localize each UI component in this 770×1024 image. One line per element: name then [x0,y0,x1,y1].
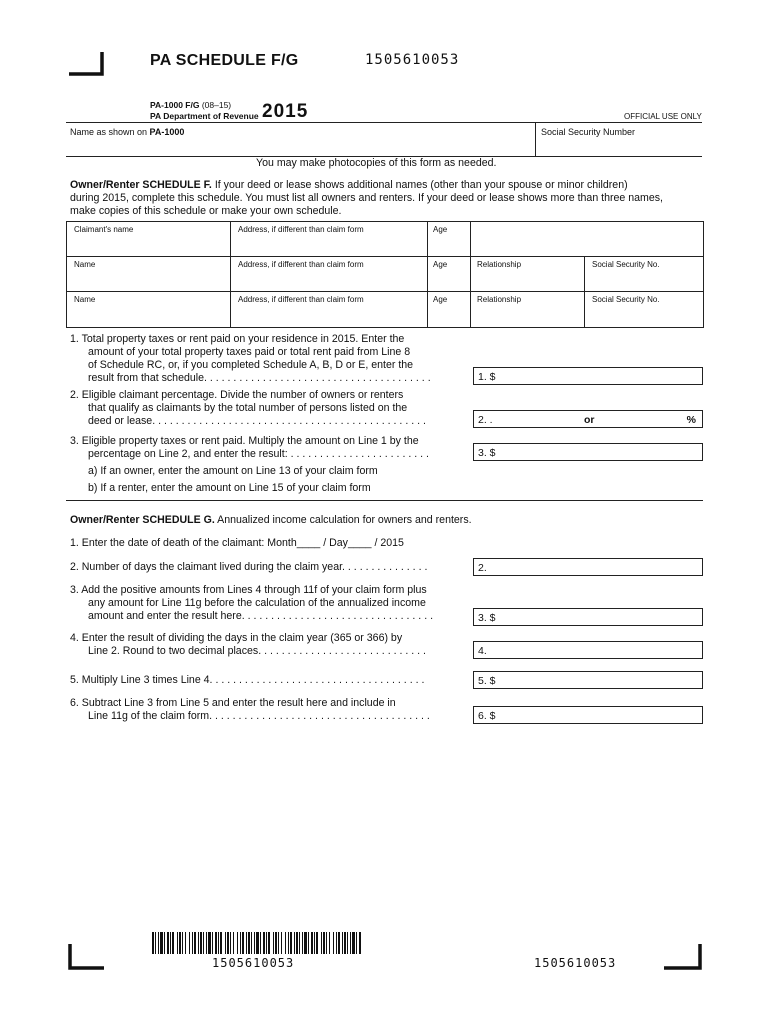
owners-table-rule [66,291,703,292]
barcode-bar [240,932,241,954]
barcode-bar [251,932,252,954]
f-line2-l2: that qualify as claimants by the total number of persons listed on the [88,402,408,414]
barcode-bar [254,932,255,954]
barcode-bar [218,932,219,954]
barcode-bar [182,932,183,954]
schedule-divider [66,500,703,501]
schedule-f-intro-line2: during 2015, complete this schedule. You must list all owners and renters. If your deed or lease shows more than three names, [70,192,663,204]
barcode-bar [206,932,207,954]
owner3-age-cell[interactable]: Age [433,295,448,304]
barcode-bar [177,932,178,954]
form-title: PA SCHEDULE F/G [150,52,299,69]
claimant-address-cell[interactable]: Address, if different than claim form [238,225,364,234]
barcode-bar [288,932,289,954]
g-line6-l1: 6. Subtract Line 3 from Line 5 and enter the result here and include in [70,697,396,709]
g-line6-text [70,697,468,723]
name-label: Name as shown on [70,127,150,137]
owners-table-col [584,256,585,327]
schedule-f-intro [70,179,710,218]
barcode-bar [329,932,330,954]
barcode-bar [215,932,217,954]
g-line4-box[interactable]: 4. [473,641,703,659]
f-line1-box[interactable]: 1. $ [473,367,703,385]
g-line3-text [70,584,468,623]
barcode-bar [208,932,211,954]
official-use-label: OFFICIAL USE ONLY [624,112,702,121]
f-line2-box[interactable] [473,410,703,428]
schedule-g-intro-text: Annualized income calculation for owners and renters. [214,514,472,526]
barcode-bar [290,932,292,954]
registration-mark-bottom-right [662,942,706,972]
barcode-bar [212,932,213,954]
owners-table [66,221,704,328]
barcode-bar [189,932,190,954]
name-label-form: PA-1000 [149,127,185,137]
barcode-bar [248,932,250,954]
owner2-name-cell[interactable]: Name [74,260,96,269]
f-line2-or: or [584,414,595,426]
owner2-age-cell[interactable]: Age [433,260,448,269]
f-line2-l1: 2. Eligible claimant percentage. Divide the number of owners or renters [70,389,404,401]
barcode-bar [273,932,274,954]
barcode-bar [192,932,193,954]
f-line1-l4: result from that schedule. . . . . . . . . . . . . . . . . . . . . . . . . . . . . . . . . . . . . . . [88,372,431,384]
barcode-bar [194,932,196,954]
registration-mark-top-left [66,50,106,78]
barcode-bar [160,932,163,954]
barcode-bar [352,932,355,954]
barcode-bar [344,932,346,954]
owner2-relationship-cell[interactable]: Relationship [477,260,522,269]
f-line1-l1: 1. Total property taxes or rent paid on your residence in 2015. Enter the [70,333,405,345]
g-line3-l3: amount and enter the result here. . . . . . . . . . . . . . . . . . . . . . . . . . . . . . . . . [88,610,434,622]
owner3-name-cell[interactable]: Name [74,295,96,304]
barcode-bar [225,932,226,954]
barcode-bar [294,932,295,954]
f-line2-label: 2. . [478,414,493,426]
barcode-bar [323,932,325,954]
g-line6-box[interactable]: 6. $ [473,706,703,724]
schedule-g-intro [70,514,472,527]
barcode-bar [296,932,298,954]
barcode-bar [359,932,361,954]
barcode-bar [242,932,244,954]
footer-scan-code: 1505610053 [534,956,617,970]
barcode-bar [200,932,202,954]
barcode-bar [321,932,322,954]
owners-table-rule [66,256,703,257]
schedule-f-intro-line1: If your deed or lease shows additional names (other than your spouse or minor children) [211,179,628,191]
name-row-divider [535,122,536,156]
barcode [152,932,364,954]
owner2-ssn-cell[interactable]: Social Security No. [592,260,660,269]
name-field[interactable] [70,127,184,137]
g-line4-text [70,632,468,658]
owner3-relationship-cell[interactable]: Relationship [477,295,522,304]
owners-table-col [427,221,428,327]
schedule-g-heading: Owner/Renter SCHEDULE G. [70,514,215,526]
department: PA Department of Revenue [150,111,259,121]
barcode-bar [356,932,357,954]
barcode-bar [326,932,327,954]
g-line3-l1: 3. Add the positive amounts from Lines 4 through 11f of your claim form plus [70,584,427,596]
barcode-bar [266,932,267,954]
f-line3-l2: percentage on Line 2, and enter the result: . . . . . . . . . . . . . . . . . . . . . . . . [88,448,429,460]
f-line1-text [70,333,468,385]
barcode-bar [152,932,154,954]
barcode-bar [233,932,234,954]
barcode-bar [314,932,315,954]
tax-year: 2015 [262,101,309,122]
barcode-bar [220,932,222,954]
ssn-field[interactable]: Social Security Number [541,127,636,137]
g-line3-box[interactable]: 3. $ [473,608,703,626]
g-line4-l2: Line 2. Round to two decimal places. . . . . . . . . . . . . . . . . . . . . . . . . . . . . [88,645,426,657]
barcode-bar [203,932,204,954]
g-line2-box[interactable]: 2. [473,558,703,576]
barcode-bar [275,932,277,954]
barcode-bar [172,932,174,954]
barcode-bar [155,932,156,954]
owners-table-col [230,221,231,327]
barcode-number: 1505610053 [212,956,295,970]
f-line3-box[interactable]: 3. $ [473,443,703,461]
barcode-bar [278,932,279,954]
schedule-f-heading: Owner/Renter SCHEDULE F. [70,179,212,191]
g-line4-l1: 4. Enter the result of dividing the days in the claim year (365 or 366) by [70,632,403,644]
barcode-bar [299,932,300,954]
name-row-top-rule [66,122,702,123]
barcode-bar [342,932,343,954]
form-number: PA-1000 F/G [150,100,200,110]
barcode-bar [304,932,307,954]
barcode-bar [268,932,270,954]
barcode-bar [246,932,247,954]
form-scan-code: 1505610053 [365,52,460,68]
barcode-bar [333,932,334,954]
f-line3-a: a) If an owner, enter the amount on Line 13 of your claim form [88,465,378,477]
barcode-bar [316,932,318,954]
form-revision: (08–15) [201,100,232,110]
owner3-address-cell[interactable]: Address, if different than claim form [238,295,364,304]
g-line1-text[interactable]: 1. Enter the date of death of the claimant: Month____ / Day____ / 2015 [70,537,404,549]
barcode-bar [164,932,165,954]
g-line3-l2: any amount for Line 11g before the calculation of the annualized income [88,597,426,609]
barcode-bar [311,932,313,954]
barcode-bar [237,932,238,954]
schedule-f-intro-line3: make copies of this schedule or make your own schedule. [70,205,342,217]
barcode-bar [158,932,159,954]
claimant-name-cell[interactable]: Claimant's name [74,225,134,234]
f-line2-l3: deed or lease. . . . . . . . . . . . . . . . . . . . . . . . . . . . . . . . . . . . . . . . . . . . . . . [88,415,426,427]
f-line1-l2: amount of your total property taxes paid or total rent paid from Line 8 [88,346,411,358]
barcode-bar [263,932,265,954]
f-line2-text [70,389,468,428]
registration-mark-bottom-left [66,942,106,972]
barcode-bar [308,932,309,954]
owners-table-col [470,221,471,327]
photocopy-note: You may make photocopies of this form as needed. [256,157,497,169]
owner3-ssn-cell[interactable]: Social Security No. [592,295,660,304]
claimant-age-cell[interactable]: Age [433,225,448,234]
barcode-bar [227,932,229,954]
barcode-bar [260,932,261,954]
barcode-bar [338,932,340,954]
f-line3-text [70,435,468,495]
barcode-bar [179,932,181,954]
f-line3-l1: 3. Eligible property taxes or rent paid. Multiply the amount on Line 1 by the [70,435,419,447]
owner2-address-cell[interactable]: Address, if different than claim form [238,260,364,269]
f-line1-l3: of Schedule RC, or, if you completed Schedule A, B, D or E, enter the [88,359,414,371]
g-line6-l2: Line 11g of the claim form. . . . . . . . . . . . . . . . . . . . . . . . . . . . . . . . . . . . . . [88,710,430,722]
barcode-bar [185,932,186,954]
barcode-bar [170,932,171,954]
barcode-bar [336,932,337,954]
barcode-bar [281,932,282,954]
barcode-bar [230,932,231,954]
barcode-bar [347,932,348,954]
form-number-block [150,100,259,122]
barcode-bar [198,932,199,954]
barcode-bar [350,932,351,954]
g-line5-text: 5. Multiply Line 3 times Line 4. . . . . . . . . . . . . . . . . . . . . . . . . . . . . . . . . . . . . [70,674,425,686]
f-line3-b: b) If a renter, enter the amount on Line 15 of your claim form [88,482,371,494]
barcode-bar [256,932,259,954]
barcode-bar [302,932,303,954]
g-line5-box[interactable]: 5. $ [473,671,703,689]
barcode-bar [167,932,169,954]
g-line2-text: 2. Number of days the claimant lived during the claim year. . . . . . . . . . . . . . . [70,561,428,573]
barcode-bar [285,932,286,954]
f-line2-percent: % [686,414,696,426]
